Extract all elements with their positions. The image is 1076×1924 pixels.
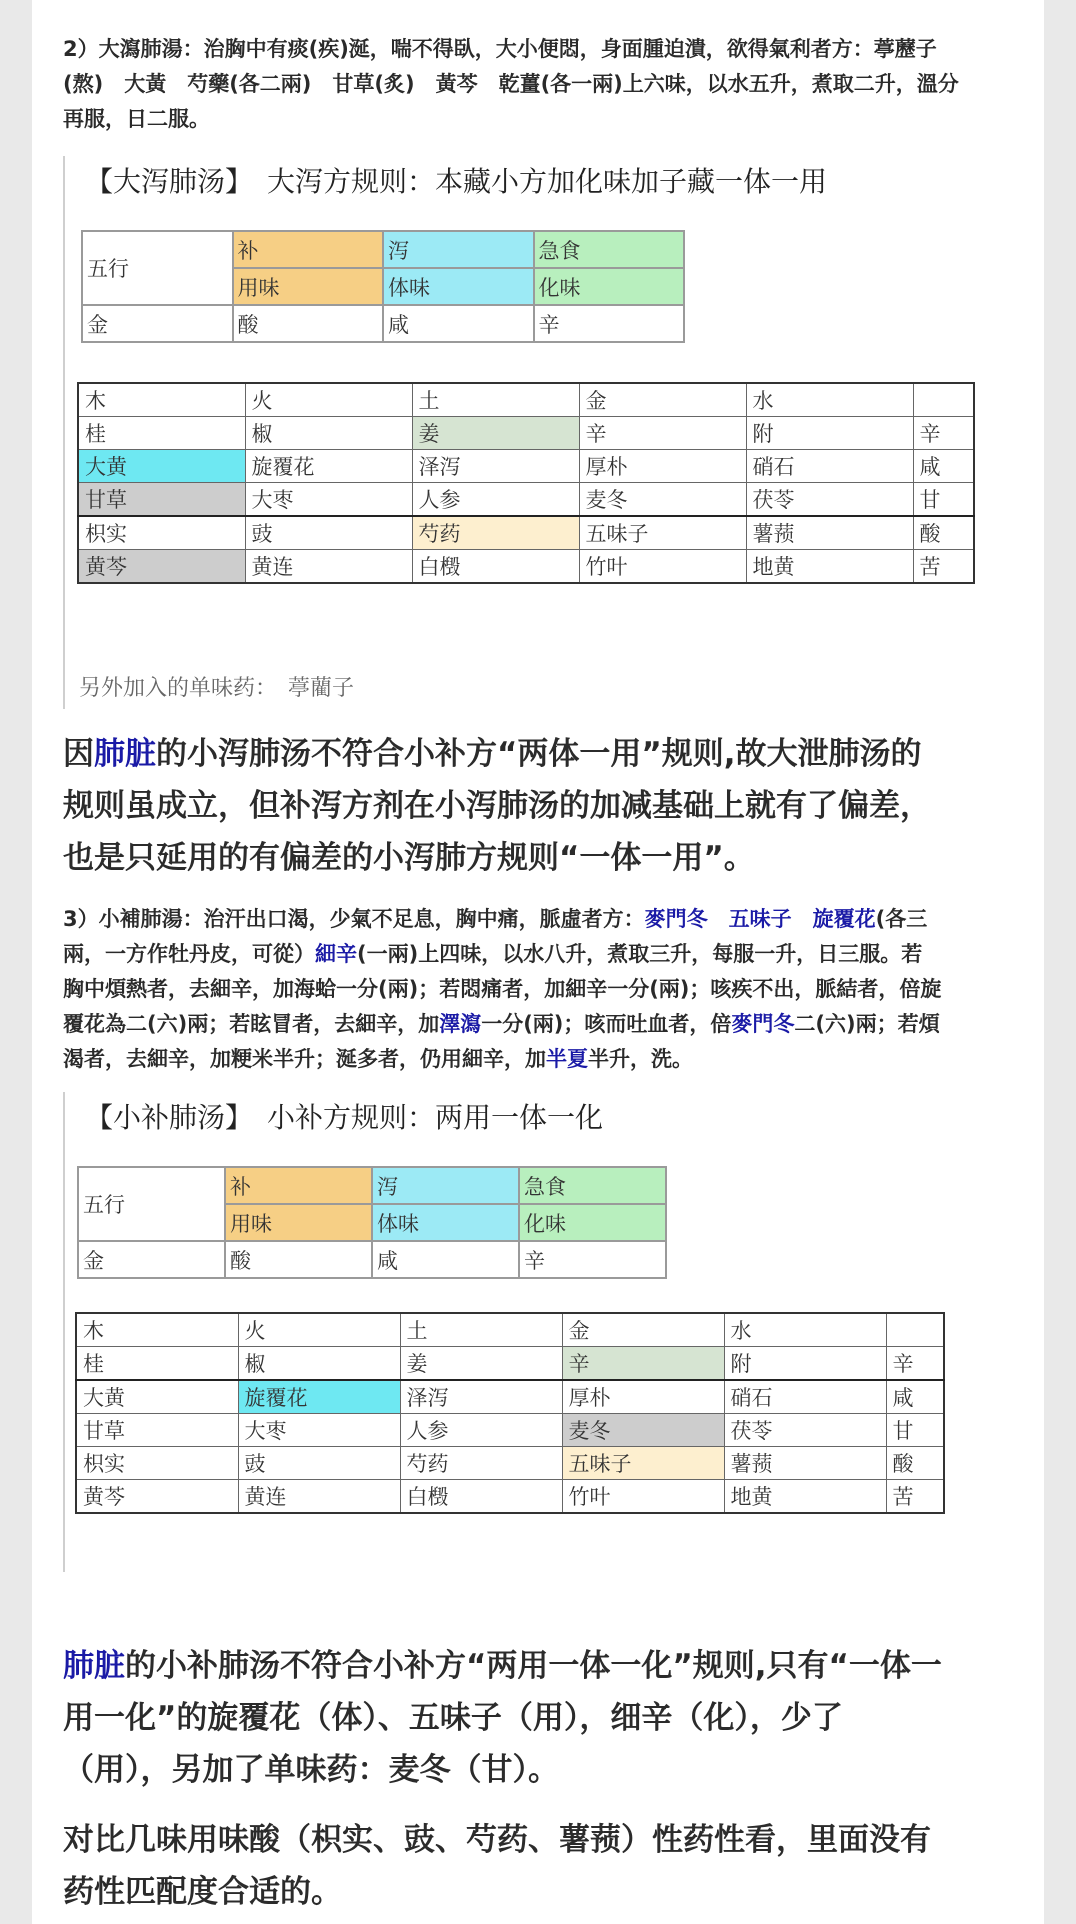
text-line: （用），另加了单味药：麦冬（甘）。 xyxy=(63,1752,559,1788)
legend-table xyxy=(77,1166,667,1279)
table-cell: 黄连 xyxy=(245,550,412,584)
table-cell: 土 xyxy=(412,383,579,417)
text-span: 渴者，去細辛，加粳米半升；涎多者，仍用細辛，加 xyxy=(63,1047,546,1071)
table-cell xyxy=(913,383,974,417)
text-span: 3）小補肺湯：治汗出口渴，少氣不足息，胸中痛，脈虛者方： xyxy=(63,907,645,931)
table-cell: 大黄 xyxy=(76,1380,238,1414)
text-line: 药性匹配度合适的。 xyxy=(63,1874,342,1910)
table-cell: 厚朴 xyxy=(562,1380,724,1414)
table-row xyxy=(78,516,974,550)
table-cell xyxy=(886,1313,944,1347)
table-cell: 枳实 xyxy=(78,516,245,550)
legend-cell: 体味 xyxy=(383,268,534,305)
table-cell: 旋覆花 xyxy=(238,1380,400,1414)
table-cell: 五味子 xyxy=(579,516,746,550)
formula-paragraph-1 xyxy=(63,32,1038,137)
text-line: 规则虽成立，但补泻方剂在小泻肺汤的加减基础上就有了偏差， xyxy=(63,788,931,824)
commentary-1 xyxy=(63,728,1038,884)
text-span: 半升，洗。 xyxy=(588,1047,693,1071)
table-cell: 附 xyxy=(724,1347,886,1381)
table-cell: 硝石 xyxy=(724,1380,886,1414)
text-line: 也是只延用的有偏差的小泻肺方规则“一体一用”。 xyxy=(63,840,755,876)
table-cell: 火 xyxy=(238,1313,400,1347)
table-cell: 豉 xyxy=(238,1447,400,1480)
legend-cell: 急食 xyxy=(519,1167,666,1204)
table-cell: 芍药 xyxy=(412,516,579,550)
table-row xyxy=(76,1380,944,1414)
table-row xyxy=(76,1347,944,1381)
table-cell: 附 xyxy=(746,417,913,450)
highlight-span: 麥門冬 xyxy=(731,1012,795,1036)
table-cell: 水 xyxy=(724,1313,886,1347)
quote-title: 【大泻肺汤】 大泻方规则：本藏小方加化味加子藏一体一用 xyxy=(85,165,828,198)
table-cell: 大黄 xyxy=(78,450,245,483)
text-span: 胸中煩熱者，去細辛，加海蛤一分(兩)；若悶痛者，加細辛一分(兩)；咳疾不出，脈結者，倍旋 xyxy=(63,977,942,1001)
highlight-span: 澤瀉 xyxy=(439,1012,482,1036)
legend-cell: 辛 xyxy=(534,305,685,342)
table-cell: 土 xyxy=(400,1313,562,1347)
table-cell: 硝石 xyxy=(746,450,913,483)
table-cell: 豉 xyxy=(245,516,412,550)
table-row xyxy=(78,417,974,450)
table-cell: 甘 xyxy=(886,1414,944,1447)
table-cell: 火 xyxy=(245,383,412,417)
formula-paragraph-2 xyxy=(63,902,1038,1077)
highlight-span: 肺脏 xyxy=(94,736,156,772)
table-cell: 酸 xyxy=(886,1447,944,1480)
legend-cell: 金 xyxy=(78,1241,225,1278)
legend-table xyxy=(81,230,685,343)
table-cell: 咸 xyxy=(886,1380,944,1414)
legend-cell: 酸 xyxy=(225,1241,372,1278)
quote-title: 【小补肺汤】 小补方规则：两用一体一化 xyxy=(85,1101,604,1134)
table-cell: 地黄 xyxy=(746,550,913,584)
text-span: 的小补肺汤不符合小补方“两用一体一化”规则,只有“一体一 xyxy=(125,1648,942,1684)
highlight-span: 細辛 xyxy=(315,942,357,966)
table-cell: 黄芩 xyxy=(78,550,245,584)
quote-block-small-tonify xyxy=(63,1092,995,1572)
table-cell: 姜 xyxy=(400,1347,562,1381)
table-cell: 辛 xyxy=(886,1347,944,1381)
table-cell: 咸 xyxy=(913,450,974,483)
five-phase-table xyxy=(77,382,975,584)
legend-cell: 咸 xyxy=(383,305,534,342)
table-cell: 苦 xyxy=(913,550,974,584)
table-cell: 茯苓 xyxy=(724,1414,886,1447)
table-cell: 大枣 xyxy=(238,1414,400,1447)
table-row xyxy=(78,450,974,483)
table-cell: 白檓 xyxy=(400,1480,562,1514)
table-cell: 五味子 xyxy=(562,1447,724,1480)
table-cell: 芍药 xyxy=(400,1447,562,1480)
table-cell: 人参 xyxy=(412,483,579,517)
table-cell: 甘 xyxy=(913,483,974,517)
table-cell: 苦 xyxy=(886,1480,944,1514)
table-cell: 竹叶 xyxy=(579,550,746,584)
table-cell: 桂 xyxy=(78,417,245,450)
table-cell: 麦冬 xyxy=(579,483,746,517)
legend-cell: 补 xyxy=(225,1167,372,1204)
legend-cell: 化味 xyxy=(519,1204,666,1241)
table-cell: 甘草 xyxy=(78,483,245,517)
legend-cell: 金 xyxy=(82,305,233,342)
text-line: (熬) 大黃 芍藥(各二兩) 甘草(炙) 黃芩 乾薑(各一兩)上六味，以水五升，煮取二升，溫分 xyxy=(63,72,959,96)
table-cell: 黄芩 xyxy=(76,1480,238,1514)
text-span: 覆花為二(六)兩；若眩冒者，去細辛，加 xyxy=(63,1012,440,1036)
highlight-span: 肺脏 xyxy=(63,1648,125,1684)
text-span: 因 xyxy=(63,736,94,772)
text-line: 2）大瀉肺湯：治胸中有痰(疾)涎，喘不得臥，大小便悶，身面腫迫潰，欲得氣利者方：葶藶子 xyxy=(63,37,937,61)
table-cell: 金 xyxy=(562,1313,724,1347)
table-row xyxy=(78,550,974,584)
table-row xyxy=(78,383,974,417)
text-span: 一分(兩)；咳而吐血者，倍 xyxy=(481,1012,732,1036)
table-row xyxy=(76,1313,944,1347)
legend-cell: 用味 xyxy=(225,1204,372,1241)
table-cell: 木 xyxy=(78,383,245,417)
text-line xyxy=(63,937,1038,972)
legend-cell: 体味 xyxy=(372,1204,519,1241)
legend-cell: 化味 xyxy=(534,268,685,305)
legend-cell: 五行 xyxy=(82,231,233,305)
commentary-2 xyxy=(63,1640,1038,1796)
table-row xyxy=(78,483,974,517)
text-line xyxy=(63,1007,1038,1042)
table-row xyxy=(76,1447,944,1480)
table-cell: 黄连 xyxy=(238,1480,400,1514)
article-page xyxy=(32,0,1044,1924)
legend-cell: 用味 xyxy=(233,268,384,305)
text-span: 兩，一方作牡丹皮，可從） xyxy=(63,942,315,966)
text-span: 二(六)兩；若煩 xyxy=(794,1012,940,1036)
table-cell: 金 xyxy=(579,383,746,417)
table-cell: 椒 xyxy=(245,417,412,450)
added-herb-note: 另外加入的单味药： 葶藺子 xyxy=(79,676,355,701)
table-cell: 薯蓣 xyxy=(724,1447,886,1480)
text-line: 再服，日二服。 xyxy=(63,107,210,131)
legend-cell: 咸 xyxy=(372,1241,519,1278)
table-cell: 薯蓣 xyxy=(746,516,913,550)
five-phase-table xyxy=(75,1312,945,1514)
table-cell: 姜 xyxy=(412,417,579,450)
legend-cell: 辛 xyxy=(519,1241,666,1278)
table-cell: 厚朴 xyxy=(579,450,746,483)
table-cell: 甘草 xyxy=(76,1414,238,1447)
table-cell: 辛 xyxy=(579,417,746,450)
table-cell: 茯苓 xyxy=(746,483,913,517)
text-line xyxy=(63,902,1038,937)
highlight-span: 半夏 xyxy=(546,1047,588,1071)
legend-cell: 泻 xyxy=(372,1167,519,1204)
text-line xyxy=(63,972,1038,1007)
table-cell: 地黄 xyxy=(724,1480,886,1514)
text-span: 的小泻肺汤不符合小补方“两体一用”规则,故大泄肺汤的 xyxy=(156,736,922,772)
table-cell: 酸 xyxy=(913,516,974,550)
table-cell: 泽泻 xyxy=(400,1380,562,1414)
table-cell: 麦冬 xyxy=(562,1414,724,1447)
text-span: (一兩)上四味，以水八升，煮取三升，每服一升，日三服。若 xyxy=(357,942,923,966)
text-line: 对比几味用味酸（枳实、豉、芍药、薯蓣）性药性看，里面没有 xyxy=(63,1822,931,1858)
legend-cell: 酸 xyxy=(233,305,384,342)
commentary-3 xyxy=(63,1814,1038,1918)
table-cell: 水 xyxy=(746,383,913,417)
text-line xyxy=(63,1042,1038,1077)
text-line xyxy=(63,728,1038,780)
highlight-span: 麥門冬 五味子 旋覆花 xyxy=(644,907,876,931)
table-cell: 椒 xyxy=(238,1347,400,1381)
legend-cell: 泻 xyxy=(383,231,534,268)
table-row xyxy=(76,1480,944,1514)
table-row xyxy=(76,1414,944,1447)
table-cell: 泽泻 xyxy=(412,450,579,483)
text-span: (各三 xyxy=(875,907,928,931)
table-cell: 竹叶 xyxy=(562,1480,724,1514)
legend-cell: 急食 xyxy=(534,231,685,268)
table-cell: 桂 xyxy=(76,1347,238,1381)
legend-cell: 五行 xyxy=(78,1167,225,1241)
text-line: 用一化”的旋覆花（体）、五味子（用），细辛（化），少了 xyxy=(63,1700,843,1736)
table-cell: 人参 xyxy=(400,1414,562,1447)
legend-cell: 补 xyxy=(233,231,384,268)
text-line xyxy=(63,1640,1038,1692)
table-cell: 木 xyxy=(76,1313,238,1347)
table-cell: 旋覆花 xyxy=(245,450,412,483)
table-cell: 大枣 xyxy=(245,483,412,517)
quote-block-large-purge xyxy=(63,156,995,709)
table-cell: 辛 xyxy=(562,1347,724,1381)
table-cell: 辛 xyxy=(913,417,974,450)
table-cell: 白檓 xyxy=(412,550,579,584)
table-cell: 枳实 xyxy=(76,1447,238,1480)
